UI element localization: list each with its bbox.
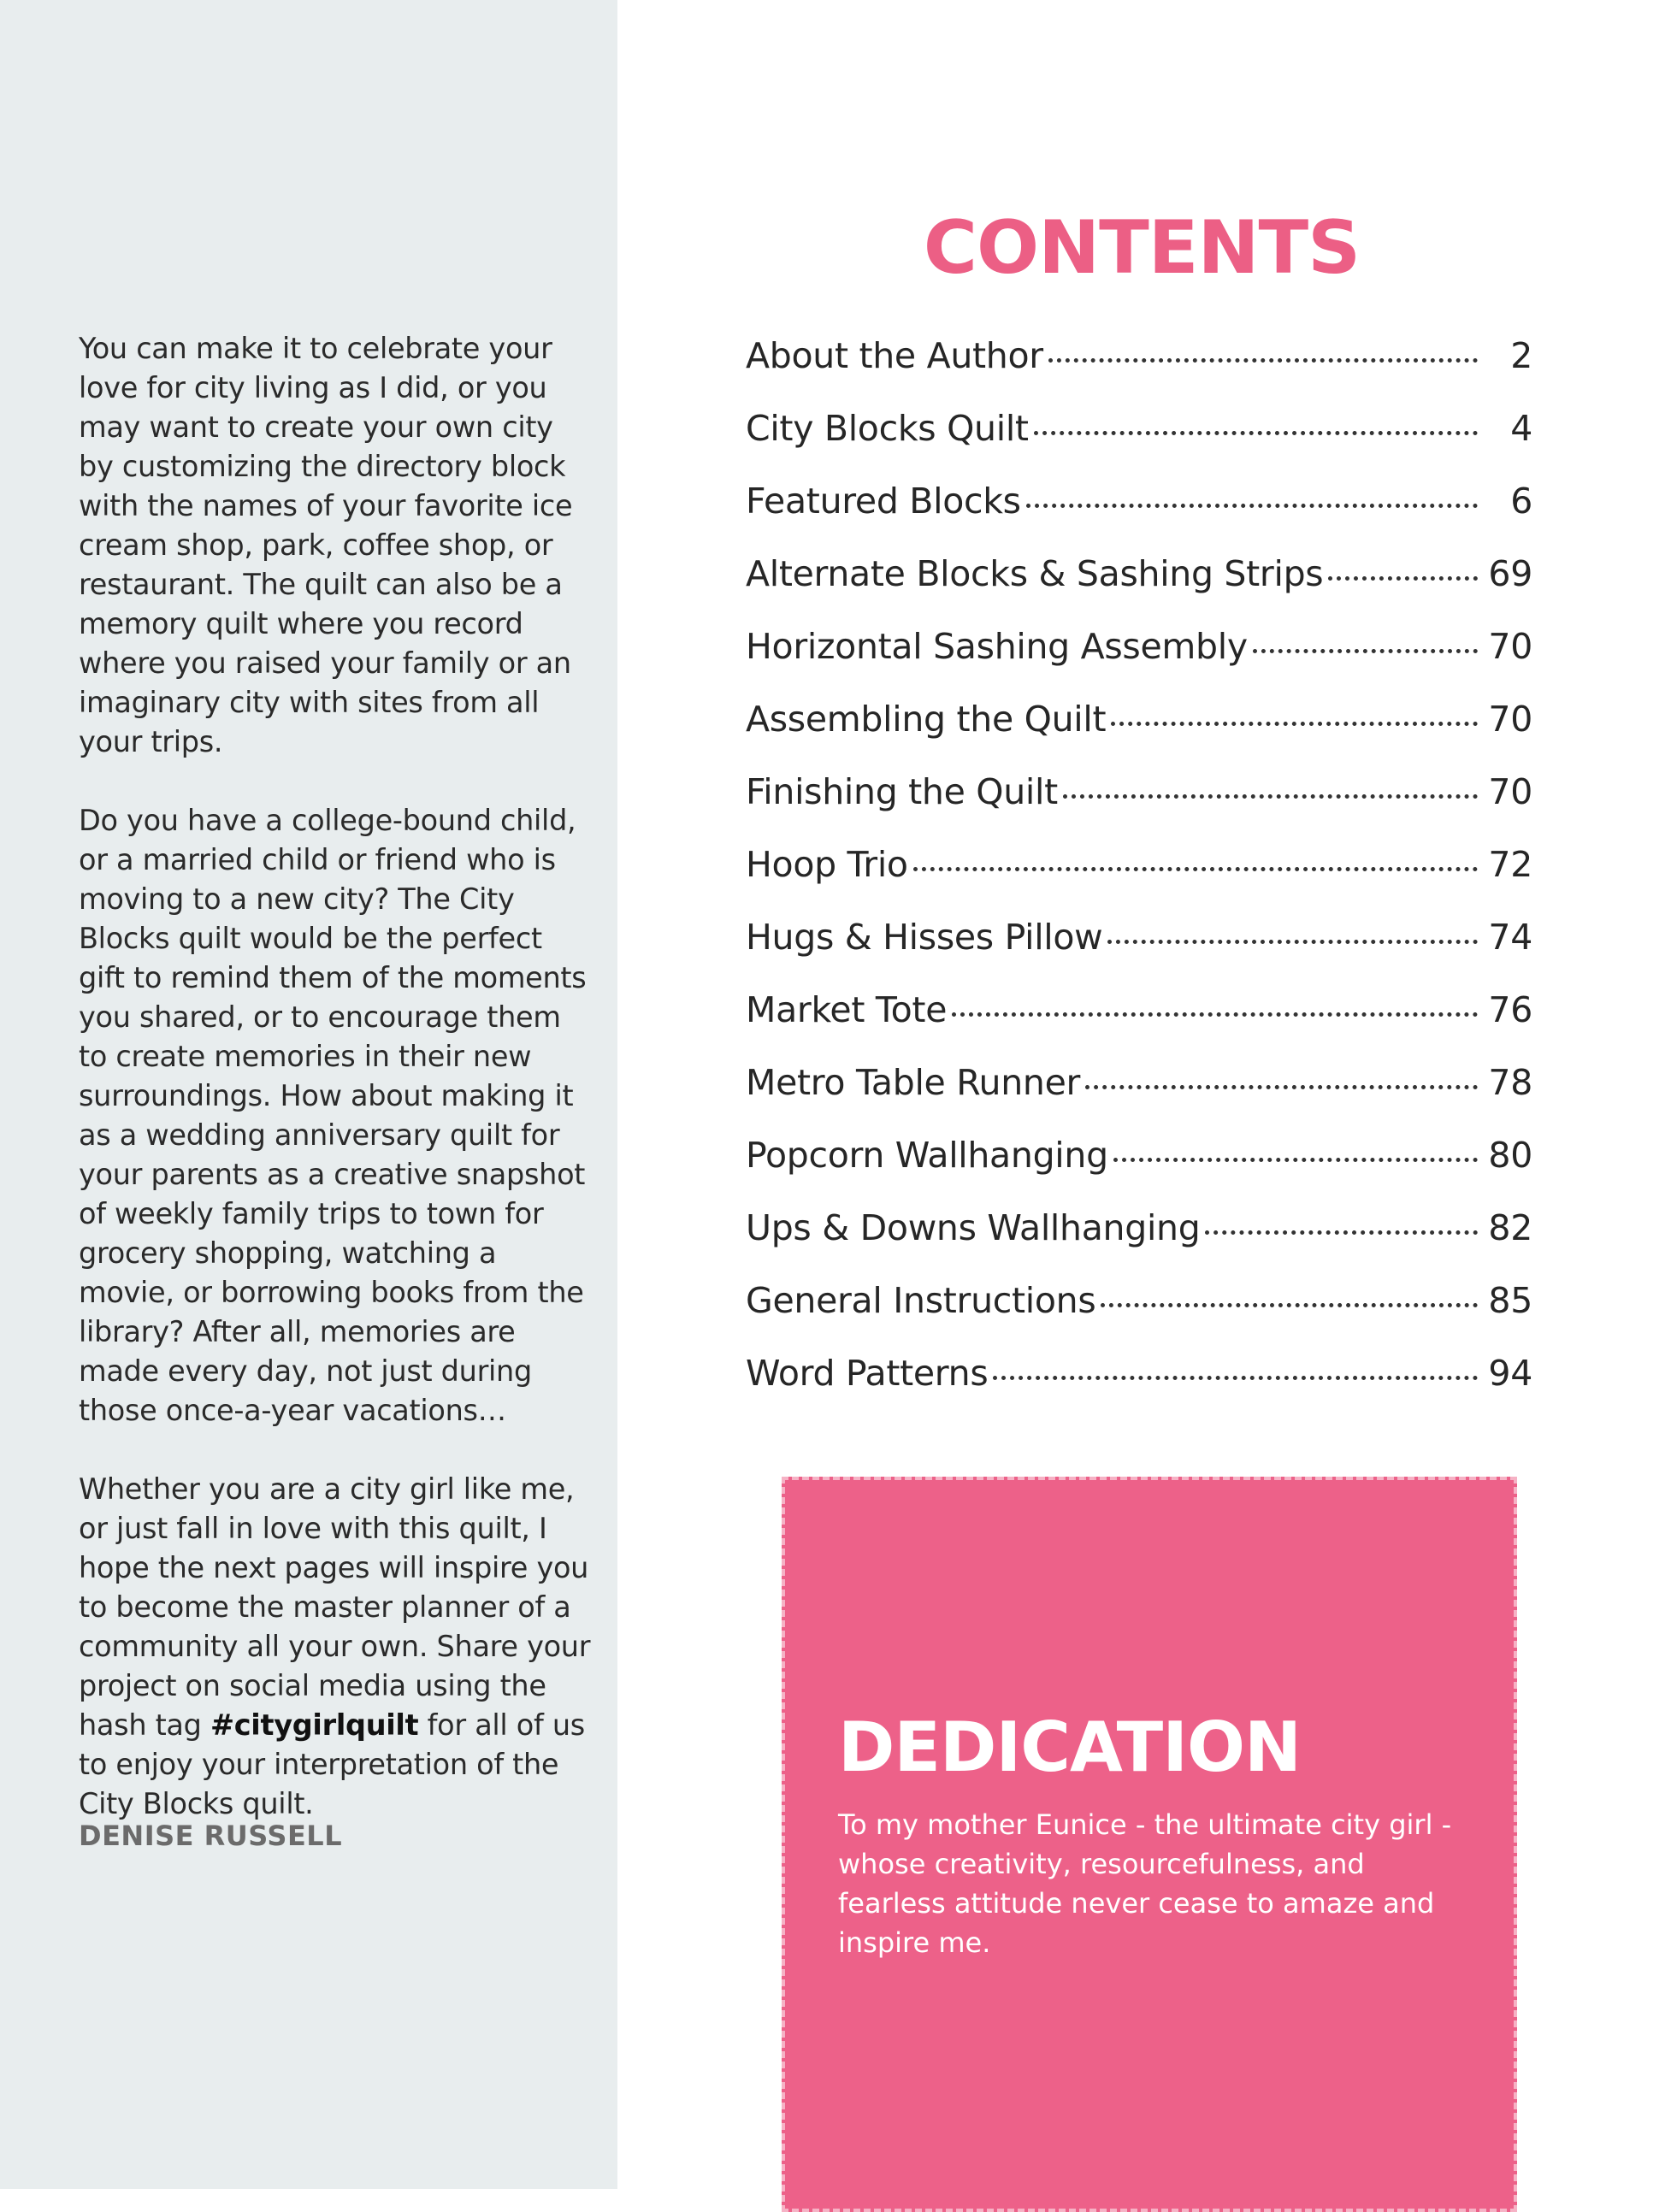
toc-item-label: Hoop Trio <box>746 844 908 885</box>
dot-leader <box>1205 1230 1478 1235</box>
table-of-contents <box>746 335 1532 1425</box>
toc-item-page: 94 <box>1488 1353 1532 1394</box>
intro-paragraph-3 <box>79 1470 592 1824</box>
toc-item[interactable] <box>746 1135 1532 1207</box>
toc-item-label: Featured Blocks <box>746 481 1021 522</box>
dot-leader <box>1085 1085 1478 1089</box>
dot-leader <box>1111 722 1478 726</box>
toc-item-label: About the Author <box>746 335 1043 376</box>
toc-item-label: Word Patterns <box>746 1353 989 1394</box>
toc-item[interactable] <box>746 335 1532 408</box>
toc-item-page: 69 <box>1488 553 1532 594</box>
toc-item-page: 72 <box>1488 844 1532 885</box>
toc-item-label: Market Tote <box>746 989 948 1030</box>
intro-paragraph-3-start: Whether you are a city girl like me, or just fall in love with this quilt, I hope the next pages will inspire you to become the master planner of a community all your own. Share your project on social media using the hash tag <box>79 1472 591 1742</box>
toc-item-label: Horizontal Sashing Assembly <box>746 626 1248 667</box>
toc-item[interactable] <box>746 917 1532 989</box>
dot-leader <box>1107 940 1478 944</box>
dot-leader <box>1253 649 1478 653</box>
toc-item[interactable] <box>746 626 1532 699</box>
toc-item[interactable] <box>746 844 1532 917</box>
toc-item-page: 70 <box>1488 626 1532 667</box>
toc-item[interactable] <box>746 481 1532 553</box>
intro-text <box>79 329 592 1863</box>
toc-item-page: 2 <box>1510 335 1532 376</box>
toc-item-page: 70 <box>1488 699 1532 740</box>
toc-item[interactable] <box>746 553 1532 626</box>
toc-item-page: 74 <box>1488 917 1532 958</box>
author-name: DENISE RUSSELL <box>79 1820 343 1852</box>
dedication-title: DEDICATION <box>838 1708 1301 1787</box>
toc-item[interactable] <box>746 1280 1532 1353</box>
dot-leader <box>1026 504 1478 508</box>
dedication-text: To my mother Eunice - the ultimate city girl - whose creativity, resourcefulness, and fearless attitude never cease to amaze and inspire me. <box>838 1808 1452 1959</box>
dot-leader <box>913 867 1478 871</box>
toc-item-page: 70 <box>1488 771 1532 812</box>
dot-leader <box>1328 576 1478 581</box>
dot-leader <box>1063 794 1478 799</box>
toc-item-page: 4 <box>1510 408 1532 449</box>
dot-leader <box>1034 431 1478 435</box>
toc-item-label: Hugs & Hisses Pillow <box>746 917 1103 958</box>
toc-item[interactable] <box>746 1353 1532 1425</box>
toc-item-label: Alternate Blocks & Sashing Strips <box>746 553 1324 594</box>
toc-item-label: City Blocks Quilt <box>746 408 1029 449</box>
dot-leader <box>952 1012 1478 1017</box>
intro-paragraph-1: You can make it to celebrate your love for city living as I did, or you may want to create your own city by customizing the directory block with the names of your favorite ice cream shop, park, coffee shop, or restaurant. The quilt can also be a memory quilt where you record where you raised your family or an imaginary city with sites from all your trips. <box>79 332 573 758</box>
toc-item-page: 78 <box>1488 1062 1532 1103</box>
toc-item-label: Ups & Downs Wallhanging <box>746 1207 1201 1248</box>
toc-item-label: Assembling the Quilt <box>746 699 1107 740</box>
dot-leader <box>993 1376 1478 1380</box>
contents-title: CONTENTS <box>923 205 1361 291</box>
toc-item-label: Finishing the Quilt <box>746 771 1058 812</box>
dedication-box <box>782 1477 1517 2212</box>
toc-item[interactable] <box>746 771 1532 844</box>
hashtag: #citygirlquilt <box>210 1708 419 1742</box>
toc-item-page: 6 <box>1510 481 1532 522</box>
dot-leader <box>1048 358 1478 363</box>
toc-item[interactable] <box>746 699 1532 771</box>
toc-item-label: Popcorn Wallhanging <box>746 1135 1108 1176</box>
toc-item-page: 80 <box>1488 1135 1532 1176</box>
toc-item[interactable] <box>746 1062 1532 1135</box>
toc-item-page: 76 <box>1488 989 1532 1030</box>
toc-item-page: 82 <box>1488 1207 1532 1248</box>
intro-paragraph-2: Do you have a college-bound child, or a married child or friend who is moving to a new city? The City Blocks quilt would be the perfect gift to remind them of the moments you shared, or to encourage them to create memories in their new surroundings. How about making it as a wedding anniversary quilt for your parents as a creative snapshot of weekly family trips to town for grocery shopping, watching a movie, or borrowing books from the library? After all, memories are made every day, not just during those once-a-year vacations… <box>79 804 587 1427</box>
intro-paragraph-3-end: for all of us to enjoy your interpretation of the City Blocks quilt. <box>79 1708 585 1820</box>
dot-leader <box>1101 1303 1478 1307</box>
dot-leader <box>1113 1158 1478 1162</box>
toc-item[interactable] <box>746 1207 1532 1280</box>
toc-item-page: 85 <box>1488 1280 1532 1321</box>
toc-item[interactable] <box>746 408 1532 481</box>
toc-item-label: General Instructions <box>746 1280 1096 1321</box>
toc-item-label: Metro Table Runner <box>746 1062 1081 1103</box>
toc-item[interactable] <box>746 989 1532 1062</box>
